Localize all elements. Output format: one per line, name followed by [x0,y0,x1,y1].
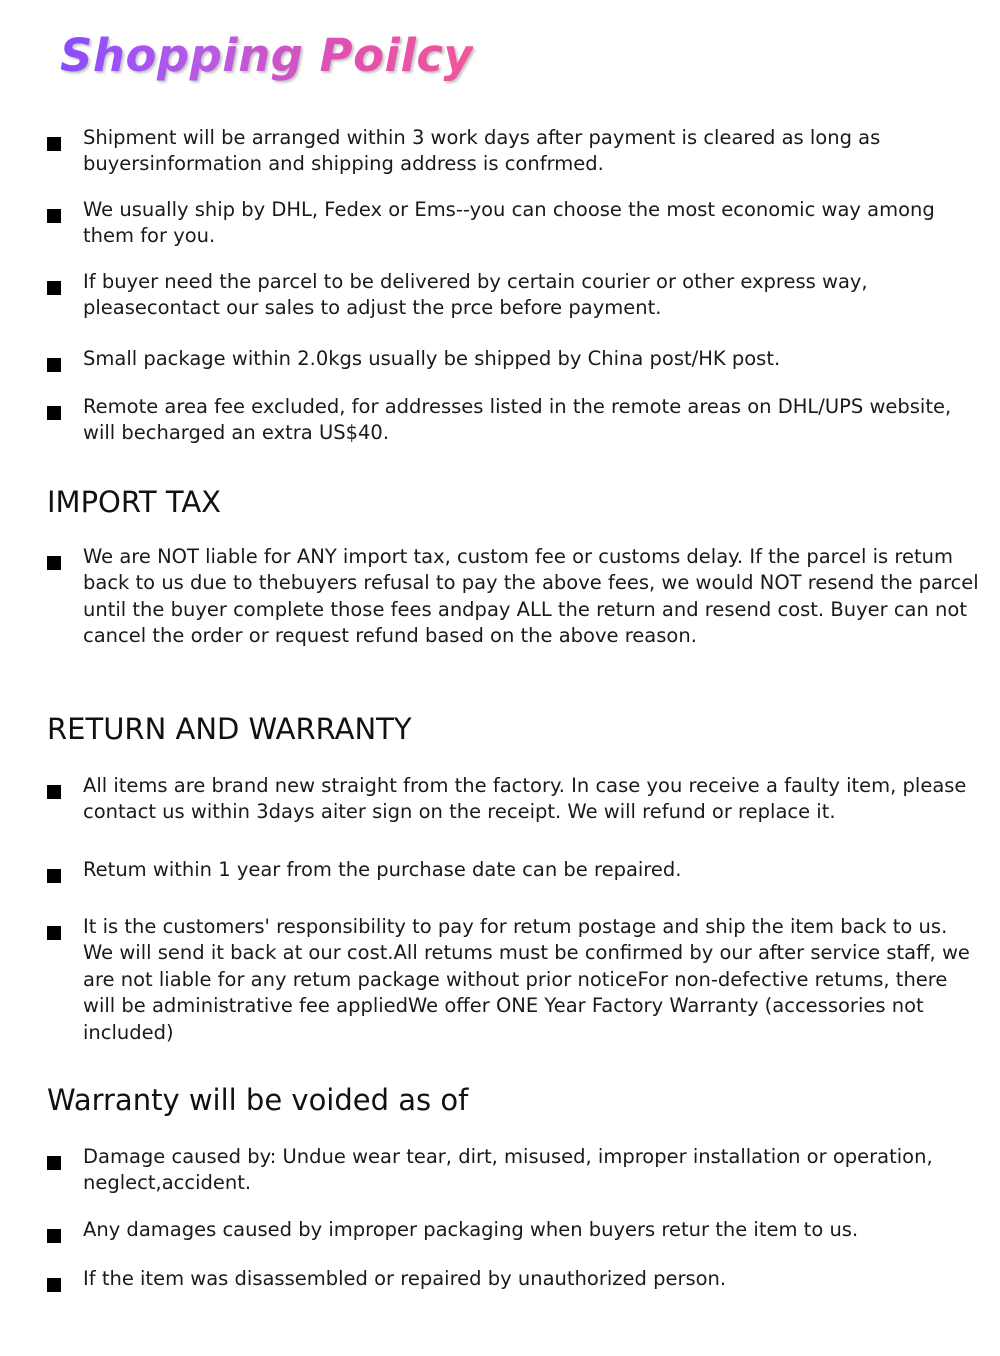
square-bullet-icon [47,209,61,223]
list-item-text: If buyer need the parcel to be delivered by certain courier or other express way, pleasecontact our sales to adjust the prce before payment. [83,270,868,320]
square-bullet-icon [47,281,61,295]
page-title: Shopping Poilcy [60,26,473,86]
list-item-text: We usually ship by DHL, Fedex or Ems--you can choose the most economic way among them for you. [83,198,935,248]
square-bullet-icon [47,406,61,420]
list-item-text: Any damages caused by improper packaging when buyers retur the item to us. [83,1218,859,1241]
square-bullet-icon [47,869,61,883]
square-bullet-icon [47,556,61,570]
list-item-text: Shipment will be arranged within 3 work days after payment is cleared as long as buyersinformation and shipping address is confrmed. [83,126,881,176]
square-bullet-icon [47,1278,61,1292]
section-heading-import-tax: IMPORT TAX [47,485,222,519]
list-item-text: Remote area fee excluded, for addresses listed in the remote areas on DHL/UPS website, will becharged an extra US$40. [83,395,952,445]
square-bullet-icon [47,1229,61,1243]
list-item-text: Small package within 2.0kgs usually be shipped by China post/HK post. [83,347,781,370]
square-bullet-icon [47,785,61,799]
list-item-text: If the item was disassembled or repaired by unauthorized person. [83,1267,727,1290]
list-item-text: All items are brand new straight from the factory. In case you receive a faulty item, please contact us within 3days aiter sign on the receipt. We will refund or replace it. [83,774,967,824]
list-item-text: Damage caused by: Undue wear tear, dirt, misused, improper installation or operation, neglect,accident. [83,1145,933,1195]
square-bullet-icon [47,1156,61,1170]
section-heading-return-warranty: RETURN AND WARRANTY [47,712,412,746]
square-bullet-icon [47,358,61,372]
section-heading-warranty-voided: Warranty will be voided as of [47,1083,469,1117]
square-bullet-icon [47,137,61,151]
list-item-text: We are NOT liable for ANY import tax, custom fee or customs delay. If the parcel is retum back to us due to thebuyers refusal to pay the above fees, we would NOT resend the parcel until the buyer complete those fees andpay ALL the return and resend cost. Buyer can not cancel the order or request refund based on the above reason. [83,545,979,648]
list-item-text: Retum within 1 year from the purchase date can be repaired. [83,858,682,881]
square-bullet-icon [47,926,61,940]
list-item-text: It is the customers' responsibility to pay for retum postage and ship the item back to us. We will send it back at our cost.All retums must be confirmed by our after service staff, we are not liable for any retum package without prior noticeFor non-defective retums, there will be administrative fee appliedWe offer ONE Year Factory Warranty (accessories not included) [83,915,970,1044]
